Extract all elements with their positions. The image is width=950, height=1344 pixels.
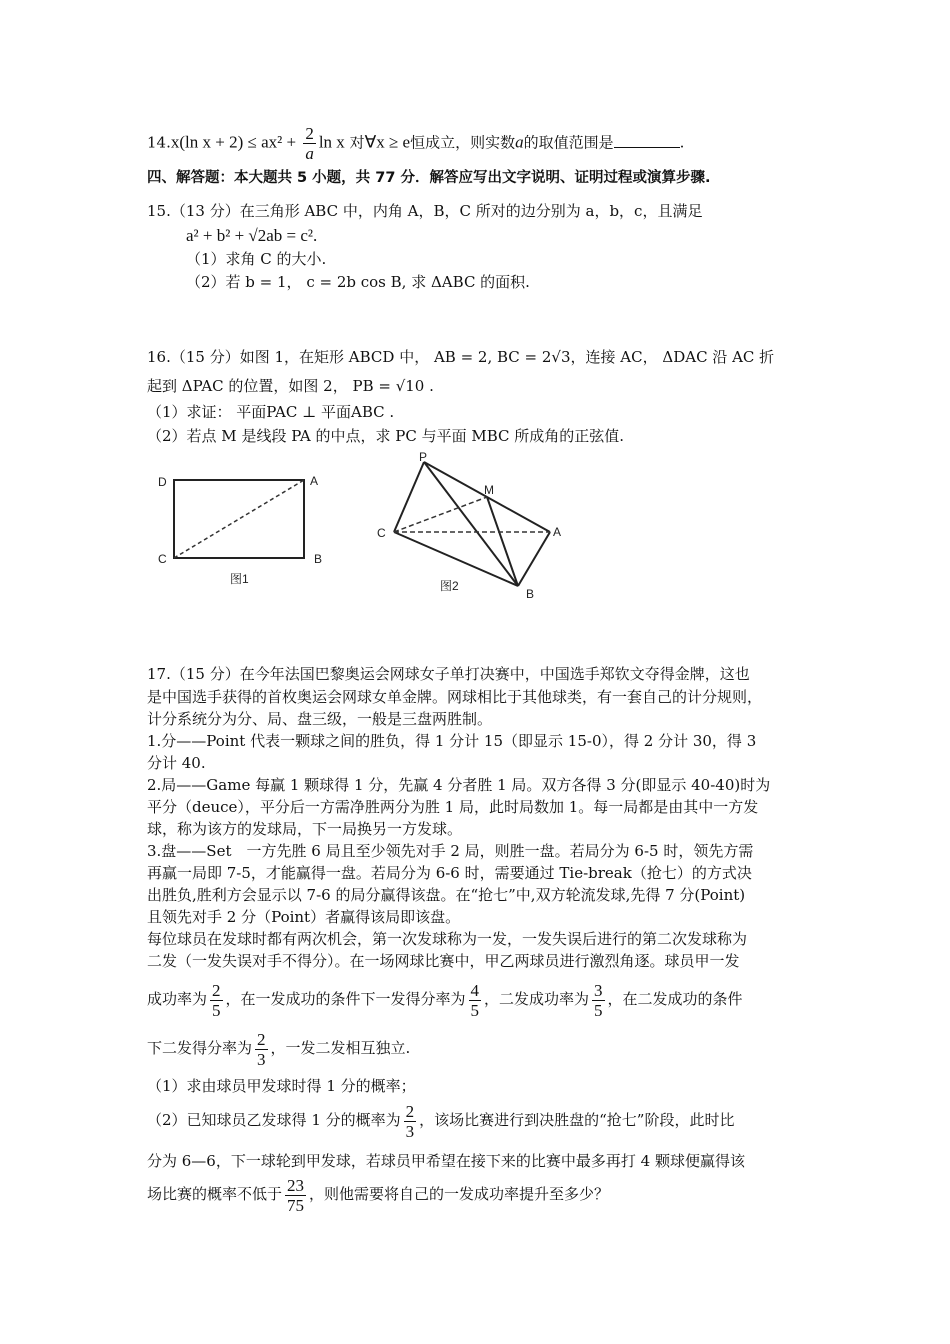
q16-part1: （1）求证： 平面PAC ⊥ 平面ABC . [147,403,395,421]
frac-den: 5 [594,1000,603,1020]
text: （2）已知球员乙发球得 1 分的概率为 [147,1111,401,1129]
frac-num: 2 [405,1101,415,1121]
text: ，该场比赛进行到决胜盘的“抢七”阶段，此时比 [419,1111,735,1129]
fig2-label-p: P [419,450,428,464]
q17-line: 球，称为该方的发球局，下一局换另一方发球。 [147,820,463,838]
fraction [285,1176,306,1215]
fig1-label-c: C [158,552,167,566]
text: 场比赛的概率不低于 [147,1185,283,1203]
frac-num: 2 [257,1029,266,1049]
fraction [592,981,605,1020]
frac-den: 3 [405,1121,415,1141]
q14-number: 14. [147,133,171,152]
text: ，在一发成功的条件下一发得分率为 [225,990,466,1008]
q14-text-end: 的取值范围是 [523,133,614,152]
q16-line1: 16.（15 分）如图 1，在矩形 ABCD 中， AB = 2, BC = 2√3，连接 AC， ΔDAC 沿 AC 折 [147,348,775,366]
q17-part2-line2: 分为 6—6，下一球轮到甲发球，若球员甲希望在接下来的比赛中最多再打 4 颗球便赢得该 [147,1152,745,1170]
q17-line: 17.（15 分）在今年法国巴黎奥运会网球女子单打决赛中，中国选手郑钦文夺得金牌，这也 [147,665,750,683]
q15-line1: 15.（13 分）在三角形 ABC 中，内角 A，B，C 所对的边分别为 a，b，c，且满足 [147,202,703,220]
q14-text-rest: 恒成立，则实数 [410,133,516,152]
q17-line: 分计 40. [147,754,206,772]
text: 成功率为 [147,990,208,1008]
q17-part2-line3 [147,1173,609,1215]
frac-num: 3 [594,980,603,1000]
q17-line: 再赢一局即 7-5，才能赢得一盘。若局分为 6-6 时，需要通过 Tie-break（抢七）的方式决 [147,864,752,882]
q17-line: 3.盘——Set 一方先胜 6 局且至少领先对手 2 局，则胜一盘。若局分为 6-5 时，领先方需 [147,842,754,860]
fig1-caption: 图1 [230,572,249,586]
fig2-label-b: B [526,587,535,601]
q15-part2: （2）若 b = 1， c = 2b cos B, 求 ΔABC 的面积. [186,273,530,291]
text: 下二发得分率为 [147,1039,253,1057]
q16-part2: （2）若点 M 是线段 PA 的中点，求 PC 与平面 MBC 所成角的正弦值. [147,427,625,445]
fig2-label-a: A [553,525,562,539]
q15-part1: （1）求角 C 的大小. [186,250,327,268]
fraction [404,1102,417,1141]
edge-cb [394,532,518,586]
fig2-label-m: M [484,483,494,497]
q14-math-lhs: x(ln x + 2) ≤ ax² + [170,132,301,152]
q17-line: 2.局——Game 每赢 1 颗球得 1 分，先赢 4 分者胜 1 局。双方各得 3 分(即显示 40-40)时为 [147,776,771,794]
edge-pb [424,462,518,586]
q15-equation: a² + b² + √2ab = c². [186,226,318,245]
fig1-label-a: A [310,474,319,488]
q17-part2-line1 [147,1099,734,1141]
fraction [255,1030,268,1069]
fraction [210,981,223,1020]
frac-den: 75 [287,1195,305,1215]
edge-cp [394,462,424,532]
text: ，二发成功率为 [484,990,590,1008]
q14-cond: ∀x ≥ e [364,132,411,152]
q16-line2: 起到 ΔPAC 的位置，如图 2， PB = √10 . [147,377,434,395]
text: ，在二发成功的条件 [607,990,743,1008]
q17-line: 是中国选手获得的首枚奥运会网球女单金牌。网球相比于其他球类，有一套自己的计分规则， [147,688,763,706]
fig2-caption: 图2 [440,579,459,593]
frac-den: a [305,144,314,163]
fraction [469,981,482,1020]
q17-line: 每位球员在发球时都有两次机会，第一次发球称为一发，一发失误后进行的第二次发球称为 [147,930,748,948]
text: ，一发二发相互独立. [270,1039,411,1057]
q14-math-mid: ln x [318,132,345,152]
q17-part1: （1）求由球员甲发球时得 1 分的概率； [147,1077,416,1095]
answer-blank[interactable] [614,133,680,148]
q17-line: 计分系统分为分、局、盘三级，一般是三盘两胜制。 [147,710,493,728]
q14-fraction [303,124,316,163]
frac-den: 5 [212,1000,221,1020]
q14-line [147,124,684,163]
section-heading: 四、解答题：本大题共 5 小题，共 77 分．解答应写出文字说明、证明过程或演算步骤. [147,170,711,186]
frac-den: 3 [257,1049,266,1069]
frac-num: 2 [305,124,314,143]
q17-rate-line [147,978,743,1020]
figure-1 [150,465,340,590]
q14-dot: . [679,133,685,152]
text: ，则他需要将自己的一发成功率提升至多少？ [309,1185,610,1203]
q14-var: a [515,132,524,152]
fig1-label-b: B [314,552,323,566]
q17-rate-line-2 [147,1027,410,1069]
edge-ab [518,532,550,586]
fig1-label-d: D [158,475,167,489]
q17-line: 且领先对手 2 分（Point）者赢得该局即该盘。 [147,908,461,926]
edge-mb [487,497,518,586]
q14-text: 对 [349,133,365,152]
diagonal-ac [174,480,304,558]
q17-line: 平分（deuce），平分后一方需净胜两分为胜 1 局，此时局数加 1。每一局都是由其中一方发 [147,798,759,816]
figure-2 [370,448,570,603]
frac-den: 5 [470,1000,480,1020]
fig2-label-c: C [377,526,386,540]
q17-line: 出胜负,胜利方会显示以 7-6 的局分赢得该盘。在“抢七”中,双方轮流发球,先得 7 分(Point) [147,886,746,904]
q17-line: 二发（一发失误对手不得分）。在一场网球比赛中，甲乙两球员进行激烈角逐。球员甲一发 [147,952,740,970]
frac-num: 23 [287,1175,305,1195]
frac-num: 4 [470,980,480,1000]
q17-line: 1.分——Point 代表一颗球之间的胜负，得 1 分计 15（即显示 15-0），得 2 分计 30，得 3 [147,732,757,750]
frac-num: 2 [212,980,221,1000]
